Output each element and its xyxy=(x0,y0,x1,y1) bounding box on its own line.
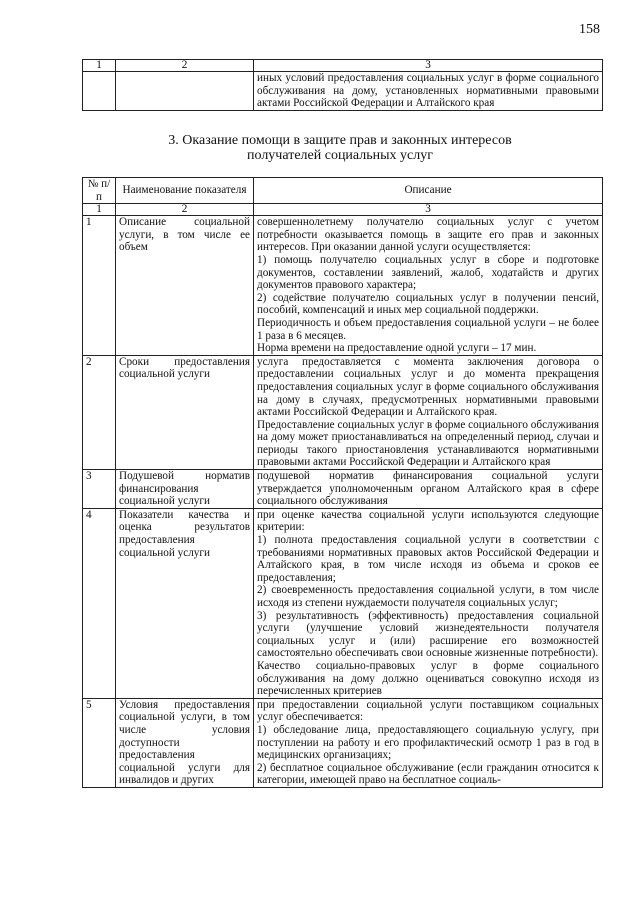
description-paragraph: Качество социально-правовых услуг в форме социального обслуживания на дому должно оцениваться совокупно исходя из перечисленных критериев xyxy=(257,659,599,698)
col-number-3: 3 xyxy=(254,204,603,216)
col-number-3: 3 xyxy=(254,60,603,72)
row-number: 2 xyxy=(83,355,116,469)
description-paragraph: 2) содействие получателю социальных услуг в получении пенсий, пособий, компенсаций и иных мер социальной поддержки. xyxy=(257,291,599,317)
description-paragraph: совершеннолетнему получателю социальных услуг с учетом потребности оказывается помощь в защите его прав и законных интересов. При оказании данной услуги осуществляется: xyxy=(257,216,599,254)
row-name: Подушевой норматив финансирования социальной услуги xyxy=(116,470,254,509)
description-paragraph: 2) бесплатное социальное обслуживание (если гражданин относится к категории, имеющей право на бесплатное социаль- xyxy=(257,761,599,787)
row-name: Условия предоставления социальной услуги, в том числе условия доступности предоставления социальной услуги для инвалидов и других xyxy=(116,698,254,787)
description-paragraph: 3) результативность (эффективность) предоставления социальной услуги (улучшение условий жизнедеятельности получателя социальных услуг и (или) расширение его возможностей самостоятельно обеспечивать свои основные жизненные потребности). xyxy=(257,609,599,660)
column-number-row xyxy=(83,204,603,216)
description-paragraph: 1) обследование лица, предоставляющего социальную услугу, при поступлении на работу и его профилактический осмотр 1 раз в год в медицинских организациях; xyxy=(257,723,599,762)
row-description xyxy=(254,355,603,469)
continuation-header-row xyxy=(83,60,603,72)
row-name: Описание социальной услуги, в том числе ее объем xyxy=(116,216,254,356)
col-number-1: 1 xyxy=(83,60,116,72)
continuation-cell-text: иных условий предоставления социальных услуг в форме социального обслуживания на дому, установленных нормативными правовыми актами Российской Федерации и Алтайского края xyxy=(254,72,603,111)
table-row xyxy=(83,355,603,469)
row-description xyxy=(254,470,603,509)
row-name: Показатели качества и оценка результатов предоставления социальной услуги xyxy=(116,508,254,698)
description-paragraph: 1) полнота предоставления социальной услуги в соответствии с требованиями нормативных правовых актов Российской Федерации и Алтайского края, в том числе исходя из объема и сроков ее предоставления; xyxy=(257,534,599,584)
row-description xyxy=(254,216,603,356)
row-number: 4 xyxy=(83,508,116,698)
table-row xyxy=(83,470,603,509)
table-row xyxy=(83,698,603,787)
description-paragraph: услуга предоставляется с момента заключения договора о предоставлении социальных услуг и до момента прекращения предоставления социальных услуг в форме социального обслуживания на дому в случаях, предусмотренных нормативными правовыми актами Российской Федерации и Алтайского края. xyxy=(257,355,599,419)
description-paragraph: при оценке качества социальной услуги используются следующие критерии: xyxy=(257,508,599,534)
col-number-1: 1 xyxy=(83,204,116,216)
section-title-line1: 3. Оказание помощи в защите прав и законных интересов xyxy=(168,133,512,148)
row-description xyxy=(254,508,603,698)
description-paragraph: подушевой норматив финансирования социальной услуги утверждается уполномоченным органом Алтайского края в сфере социального обслуживания xyxy=(257,470,599,508)
description-paragraph: Предоставление социальных услуг в форме социального обслуживания на дому может приостанавливаться на определенный период, случаи и периоды такого приостановления устанавливаются нормативными правовыми актами Российской Федерации и Алтайского края xyxy=(257,418,599,469)
header-desc: Описание xyxy=(254,178,603,204)
header-num: № п/п xyxy=(83,178,116,204)
col-number-2: 2 xyxy=(116,60,254,72)
table-row xyxy=(83,508,603,698)
row-number: 5 xyxy=(83,698,116,787)
table-header-row xyxy=(83,178,603,204)
description-paragraph: 1) помощь получателю социальных услуг в сборе и подготовке документов, составлении заявлений, жалоб, ходатайств и других документов правового характера; xyxy=(257,253,599,292)
service-table xyxy=(82,177,603,788)
description-paragraph: Норма времени на предоставление одной услуги – 17 мин. xyxy=(257,342,537,355)
page-number: 158 xyxy=(579,22,600,37)
continuation-table xyxy=(82,59,603,111)
row-name: Сроки предоставления социальной услуги xyxy=(116,355,254,469)
row-number: 3 xyxy=(83,470,116,509)
description-paragraph: 2) своевременность предоставления социальной услуги, в том числе исходя из степени нуждаемости получателя социальных услуг; xyxy=(257,584,599,609)
description-paragraph: при предоставлении социальной услуги поставщиком социальных услуг обеспечивается: xyxy=(257,698,599,724)
section-title xyxy=(100,133,580,163)
header-name: Наименование показателя xyxy=(116,178,254,204)
col-number-2: 2 xyxy=(116,204,254,216)
description-paragraph: Периодичность и объем предоставления социальной услуги – не более 1 раза в 6 месяцев. xyxy=(257,316,599,342)
row-number: 1 xyxy=(83,216,116,356)
continuation-row xyxy=(83,72,603,111)
table-row xyxy=(83,216,603,356)
section-title-line2: получателей социальных услуг xyxy=(247,148,433,163)
row-description xyxy=(254,698,603,787)
